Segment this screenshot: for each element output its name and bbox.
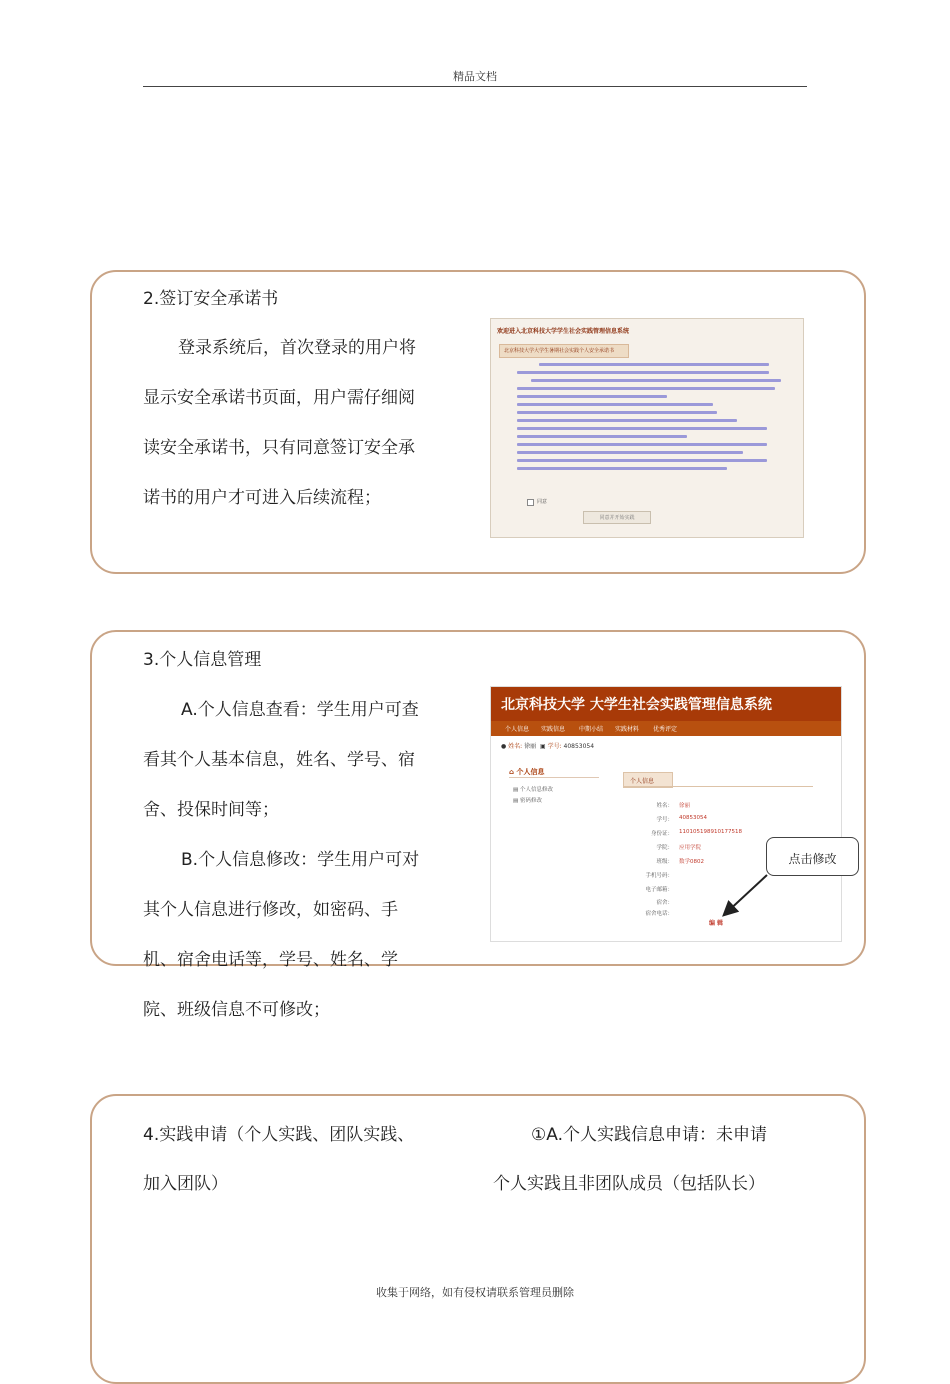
pledge-text-line bbox=[517, 451, 743, 454]
field-label: 学院： bbox=[656, 845, 673, 851]
pledge-text-line bbox=[517, 467, 727, 470]
pledge-text-line bbox=[517, 371, 769, 374]
pledge-text-line bbox=[517, 387, 775, 390]
doc-icon: ▤ bbox=[513, 798, 519, 804]
screenshot-title: 欢迎进入北京科技大学学生社会实践管理信息系统 bbox=[497, 328, 630, 335]
section-3-line: A.个人信息查看：学生用户可查 bbox=[181, 700, 419, 720]
header-rule bbox=[143, 86, 807, 87]
section-3-line: 其个人信息进行修改，如密码、手 bbox=[143, 900, 398, 920]
field-label: 电子邮箱： bbox=[645, 887, 673, 893]
security-pledge-screenshot bbox=[490, 318, 804, 538]
tab-label: 个人信息 bbox=[630, 778, 655, 785]
section-2-line: 诺书的用户才可进入后续流程； bbox=[143, 488, 381, 508]
section-3-heading: 3.个人信息管理 bbox=[143, 650, 262, 670]
pledge-text-line bbox=[539, 363, 769, 366]
field-value: 应用学院 bbox=[679, 845, 702, 851]
field-label: 宿舍： bbox=[656, 900, 673, 906]
section-4-right-line: ①A.个人实践信息申请：未申请 bbox=[531, 1125, 767, 1145]
agree-start-button-label: 同意并开始实践 bbox=[599, 515, 635, 521]
field-value: 40853054 bbox=[679, 815, 707, 821]
section-4-right-line: 个人实践且非团队成员（包括队长） bbox=[493, 1174, 765, 1194]
nav-item[interactable]: 中期小结 bbox=[579, 726, 604, 733]
user-info-bar bbox=[501, 741, 594, 750]
sidebar-link-change-password[interactable] bbox=[513, 796, 542, 804]
system-nav-bar bbox=[491, 721, 842, 736]
field-label: 手机号码： bbox=[645, 873, 673, 879]
user-icon: ● bbox=[501, 743, 507, 750]
section-2-line: 登录系统后，首次登录的用户将 bbox=[178, 338, 416, 358]
pledge-text-line bbox=[517, 419, 737, 422]
agree-checkbox[interactable] bbox=[527, 499, 534, 506]
field-value: 数学0802 bbox=[679, 859, 704, 865]
user-name: 徐丽 bbox=[524, 743, 537, 750]
pledge-text-line bbox=[517, 459, 767, 462]
user-name-label: 姓名: bbox=[508, 743, 523, 750]
pledge-subtitle-bar bbox=[499, 344, 629, 358]
nav-item[interactable]: 优秀评定 bbox=[653, 726, 678, 733]
nav-item[interactable]: 实践信息 bbox=[541, 726, 566, 733]
agree-start-button[interactable] bbox=[583, 511, 651, 524]
pledge-text-block bbox=[517, 363, 781, 475]
sidebar-link-label: 密码修改 bbox=[519, 798, 542, 804]
pledge-text-line bbox=[517, 395, 667, 398]
page-footer: 收集于网络，如有侵权请联系管理员删除 bbox=[376, 1286, 574, 1299]
field-label: 姓名： bbox=[656, 803, 673, 809]
field-label: 班级： bbox=[656, 859, 673, 865]
agree-label: 同意 bbox=[537, 499, 548, 505]
section-3-line: 院、班级信息不可修改； bbox=[143, 1000, 330, 1020]
sidebar-divider bbox=[509, 777, 599, 778]
section-2-line: 显示安全承诺书页面，用户需仔细阅 bbox=[143, 388, 415, 408]
section-4-heading-line: 加入团队） bbox=[143, 1174, 228, 1194]
id-card-icon: ▣ bbox=[539, 743, 546, 750]
nav-item[interactable]: 实践材料 bbox=[615, 726, 640, 733]
page-header: 精品文档 bbox=[453, 70, 497, 83]
section-3-line: 舍、投保时间等； bbox=[143, 800, 279, 820]
system-banner bbox=[491, 687, 842, 721]
sidebar-title bbox=[509, 767, 544, 777]
pledge-subtitle: 北京科技大学大学生暑期社会实践个人安全承诺书 bbox=[504, 348, 615, 354]
pledge-text-line bbox=[517, 411, 717, 414]
field-label: 身份证： bbox=[650, 831, 673, 837]
panel-divider bbox=[623, 786, 813, 787]
user-id-label: 学号: bbox=[547, 743, 562, 750]
section-3-line: B.个人信息修改：学生用户可对 bbox=[181, 850, 420, 870]
callout-text: 点击修改 bbox=[788, 852, 837, 866]
section-2-heading: 2.签订安全承诺书 bbox=[143, 289, 279, 309]
sidebar-title-text: 个人信息 bbox=[516, 768, 545, 776]
sidebar-link-edit-info[interactable] bbox=[513, 785, 553, 793]
field-label: 学号： bbox=[656, 817, 673, 823]
pledge-text-line bbox=[517, 403, 713, 406]
nav-item[interactable]: 个人信息 bbox=[505, 726, 530, 733]
pledge-text-line bbox=[517, 435, 687, 438]
doc-icon: ▤ bbox=[513, 787, 519, 793]
field-label: 宿舍电话： bbox=[645, 911, 673, 917]
section-3-line: 机、宿舍电话等，学号、姓名、学 bbox=[143, 950, 398, 970]
field-value: 徐丽 bbox=[679, 803, 691, 809]
home-icon: ⌂ bbox=[509, 768, 515, 776]
field-value: 110105198910177518 bbox=[679, 829, 742, 835]
user-id: 40853054 bbox=[563, 743, 595, 750]
section-3-line: 看其个人基本信息，姓名、学号、宿 bbox=[143, 750, 415, 770]
sidebar-link-label: 个人信息修改 bbox=[519, 787, 553, 793]
section-4-heading-line: 4.实践申请（个人实践、团队实践、 bbox=[143, 1125, 415, 1145]
callout-box bbox=[766, 837, 859, 876]
system-banner-title: 北京科技大学 大学生社会实践管理信息系统 bbox=[501, 697, 772, 713]
pledge-text-line bbox=[517, 443, 767, 446]
section-2-line: 读安全承诺书，只有同意签订安全承 bbox=[143, 438, 415, 458]
edit-button-label: 编 辑 bbox=[708, 920, 724, 927]
pledge-text-line bbox=[517, 427, 767, 430]
pledge-text-line bbox=[531, 379, 781, 382]
